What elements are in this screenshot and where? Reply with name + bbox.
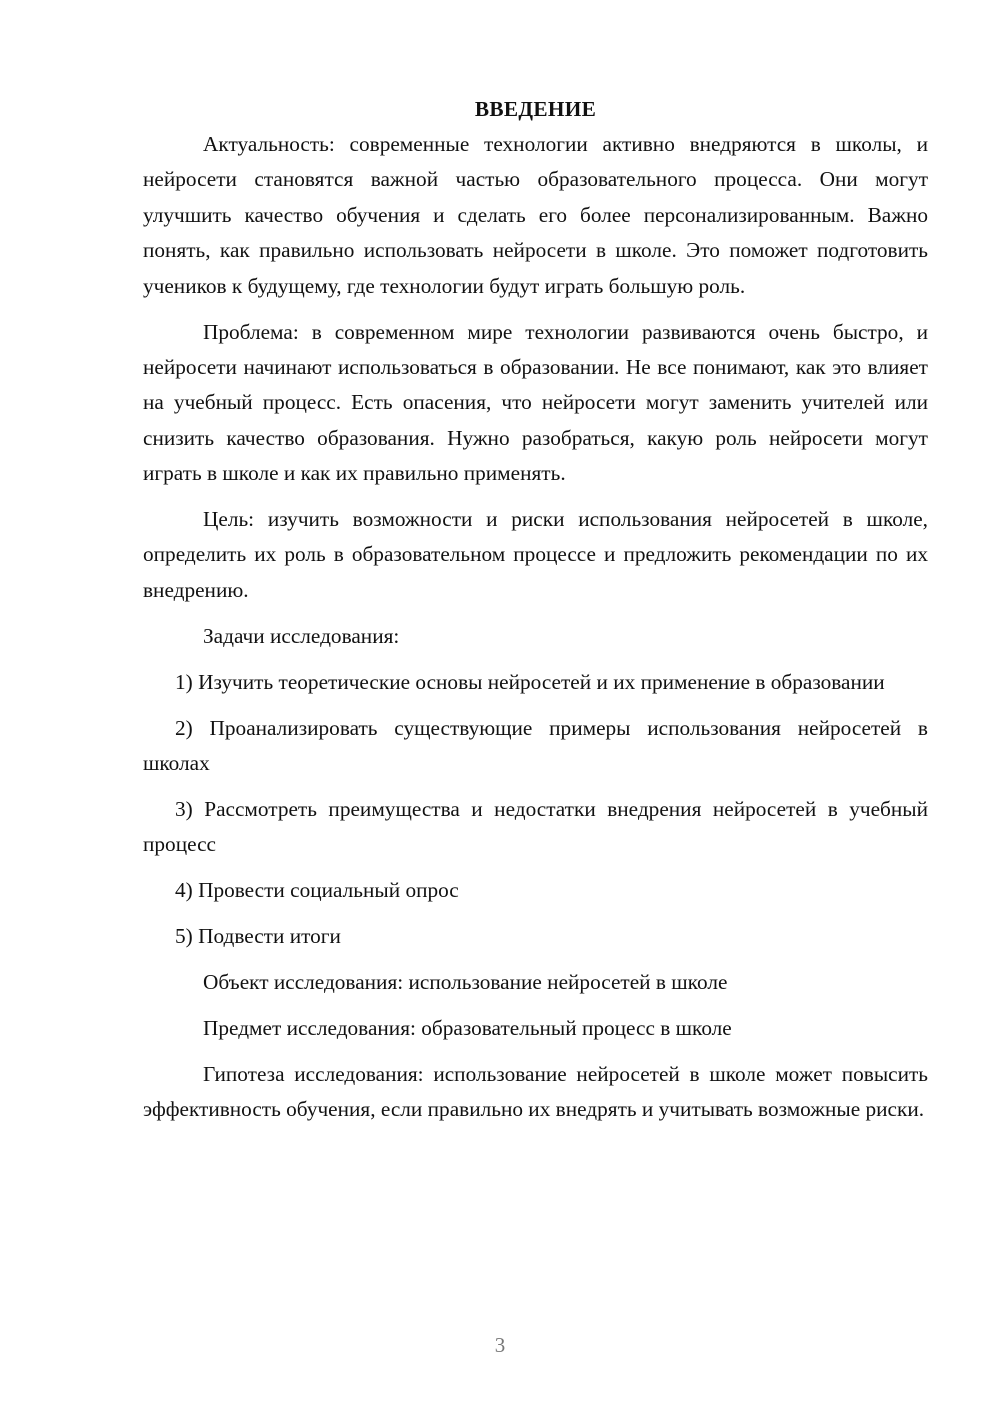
section-heading: ВВЕДЕНИЕ [474, 97, 597, 121]
problem-paragraph: Проблема: в современном мире технологии развиваются очень быстро, и нейросети начинают использоваться в образовании. Не все понимают, как это влияет на учебный процесс. Есть опасения, что нейросети могут заменить учителей или снизить качество образования. Нужно разобраться, какую роль нейросети могут играть в школе и как их правильно применять. [143, 319, 928, 486]
goal-paragraph: Цель: изучить возможности и риски использования нейросетей в школе, определить их роль в образовательном процессе и предложить рекомендации по их внедрению. [143, 507, 928, 602]
relevance-paragraph: Актуальность: современные технологии активно внедряются в школы, и нейросети становятся важной частью образовательного процесса. Они могут улучшить качество обучения и сделать его более персонализированным. Важно понять, как правильно использовать нейросети в школе. Это поможет подготовить учеников к будущему, где технологии будут играть большую роль. [143, 132, 928, 298]
hypothesis-paragraph: Гипотеза исследования: использование нейросетей в школе может повысить эффективность обучения, если правильно их внедрять и учитывать возможные риски. [143, 1061, 928, 1122]
subject-paragraph: Предмет исследования: образовательный процесс в школе [203, 1015, 732, 1040]
task-item: 3) Рассмотреть преимущества и недостатки внедрения нейросетей в учебный процесс [143, 796, 928, 857]
task-item: 4) Провести социальный опрос [175, 878, 459, 903]
document-body [143, 94, 928, 1138]
task-item: 1) Изучить теоретические основы нейросетей и их применение в образовании [175, 669, 885, 694]
tasks-heading: Задачи исследования: [203, 623, 400, 648]
task-item: 2) Проанализировать существующие примеры использования нейросетей в школах [143, 715, 928, 775]
object-paragraph: Объект исследования: использование нейросетей в школе [203, 970, 728, 995]
page-number: 3 [494, 1333, 506, 1357]
task-item: 5) Подвести итоги [175, 924, 341, 949]
